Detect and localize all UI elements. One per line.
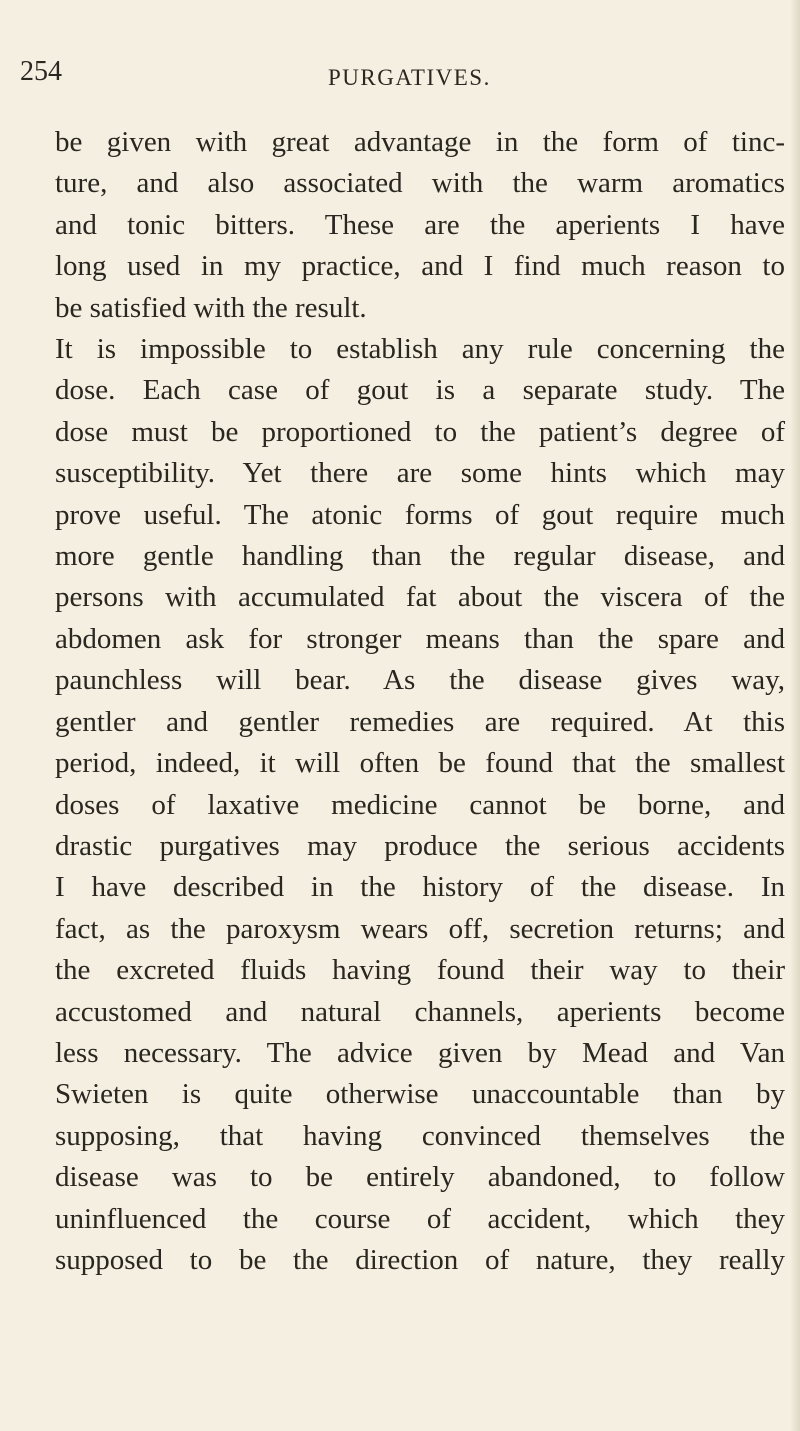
text-line: fact, as the paroxysm wears off, secretion returns; and	[55, 912, 785, 945]
text-line: dose. Each case of gout is a separate study. The	[55, 374, 785, 407]
text-line: the excreted fluids having found their way to their	[55, 954, 785, 987]
text-line: uninfluenced the course of accident, which they	[55, 1202, 785, 1235]
text-line: susceptibility. Yet there are some hints which may	[55, 457, 785, 490]
text-line: gentler and gentler remedies are required. At this	[55, 705, 785, 738]
body-text	[55, 122, 785, 1281]
text-line: It is impossible to establish any rule concerning the	[55, 333, 785, 366]
page-edge-shadow	[790, 0, 800, 1431]
text-line: doses of laxative medicine cannot be borne, and	[55, 788, 785, 821]
text-line: long used in my practice, and I find much reason to	[55, 250, 785, 283]
text-line: dose must be proportioned to the patient’s degree of	[55, 415, 785, 448]
text-line: Swieten is quite otherwise unaccountable than by	[55, 1078, 785, 1111]
page-number: 254	[20, 56, 62, 87]
running-head: PURGATIVES.	[328, 65, 491, 90]
text-line: accustomed and natural channels, aperients become	[55, 995, 785, 1028]
text-line: be satisfied with the result.	[55, 291, 367, 324]
text-line: abdomen ask for stronger means than the spare and	[55, 622, 785, 655]
text-line: ture, and also associated with the warm aromatics	[55, 167, 785, 200]
text-line: supposing, that having convinced themselves the	[55, 1119, 785, 1152]
text-line: I have described in the history of the disease. In	[55, 871, 785, 904]
text-line: prove useful. The atonic forms of gout require much	[55, 498, 785, 531]
text-line: and tonic bitters. These are the aperients I have	[55, 208, 785, 241]
text-line: more gentle handling than the regular disease, and	[55, 540, 785, 573]
text-line: supposed to be the direction of nature, they really	[55, 1243, 785, 1276]
text-line: paunchless will bear. As the disease gives way,	[55, 664, 785, 697]
text-line: period, indeed, it will often be found that the smallest	[55, 747, 785, 780]
text-line: be given with great advantage in the form of tinc-	[55, 126, 785, 158]
text-line: disease was to be entirely abandoned, to follow	[55, 1161, 785, 1194]
text-line: drastic purgatives may produce the serious accidents	[55, 829, 785, 862]
text-line: less necessary. The advice given by Mead and Van	[55, 1036, 785, 1069]
text-line: persons with accumulated fat about the viscera of the	[55, 581, 785, 614]
